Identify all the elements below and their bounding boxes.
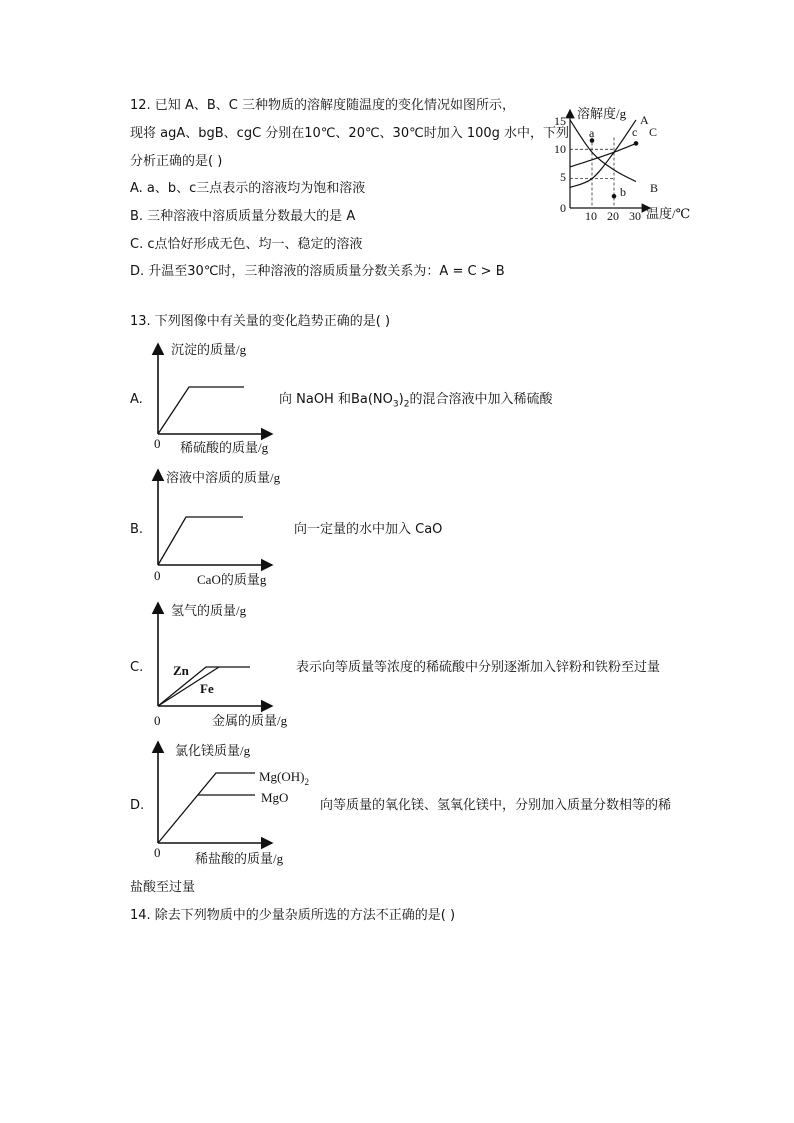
- sol-point-b-label: b: [620, 185, 626, 199]
- sol-ytick-5: 5: [560, 170, 566, 184]
- q13-c-desc: 表示向等质量等浓度的稀硫酸中分别逐渐加入锌粉和铁粉至过量: [296, 660, 661, 675]
- q13-a-desc: 向 NaOH 和$Ba(NO_3)_2$的混合溶液中加入稀硫酸: [279, 392, 553, 410]
- q12-stem-line2: 现将 agA、bgB、cgC 分别在10℃、20℃、30℃时加入 100g 水中，下列: [130, 126, 570, 141]
- graph-c-zn-label: Zn: [173, 663, 189, 678]
- graph-a-ylabel: 沉淀的质量/g: [171, 342, 247, 357]
- sol-ytick-10: 10: [554, 142, 566, 156]
- q12-stem-line3: 分析正确的是( ): [130, 154, 223, 169]
- q13-b-desc: 向一定量的水中加入 CaO: [294, 522, 443, 537]
- graph-a-xlabel: 稀硫酸的质量/g: [180, 440, 269, 455]
- graph-b-xlabel: CaO的质量g: [197, 572, 267, 587]
- q13-d-desc: 向等质量的氧化镁、氢氧化镁中，分别加入质量分数相等的稀: [320, 798, 672, 813]
- graph-d-mgo-label: MgO: [261, 790, 289, 805]
- sol-xtick-30: 30: [629, 209, 641, 223]
- q12-option-d: D. 升温至30℃时，三种溶液的溶质质量分数关系为：A = C > B: [130, 264, 505, 279]
- graph-a-origin: 0: [154, 436, 161, 451]
- q13-a-letter: A.: [130, 392, 143, 407]
- graph-b-origin: 0: [154, 568, 161, 583]
- graph-c-ylabel: 氢气的质量/g: [171, 603, 247, 618]
- sol-xtick-10: 10: [585, 209, 597, 223]
- sol-origin: 0: [560, 201, 566, 215]
- sol-xlabel: 温度/℃: [646, 206, 691, 221]
- q13-stem: 13. 下列图像中有关量的变化趋势正确的是( ): [130, 314, 391, 329]
- graph-c-fe-label: Fe: [200, 681, 214, 696]
- sol-ylabel: 溶解度/g: [577, 106, 627, 121]
- graph-d-xlabel: 稀盐酸的质量/g: [195, 851, 284, 866]
- graph-d-ylabel: 氯化镁质量/g: [175, 743, 251, 758]
- q12-option-b: B. 三种溶液中溶质质量分数最大的是 A: [130, 209, 356, 224]
- sol-curve-a-label: A: [640, 113, 649, 127]
- q13-d-letter: D.: [130, 798, 145, 813]
- graph-c-xlabel: 金属的质量/g: [212, 713, 288, 728]
- q14-stem: 14. 除去下列物质中的少量杂质所选的方法不正确的是( ): [130, 908, 456, 923]
- sol-ytick-15: 15: [554, 114, 566, 128]
- q12-option-c: C. c点恰好形成无色、均一、稳定的溶液: [130, 237, 363, 252]
- sol-curve-c-label: C: [649, 125, 658, 139]
- q12-option-a: A. a、b、c三点表示的溶液均为饱和溶液: [130, 181, 366, 196]
- q13-c-letter: C.: [130, 660, 144, 675]
- sol-xtick-20: 20: [607, 209, 619, 223]
- graph-d-origin: 0: [154, 845, 161, 860]
- sol-point-c-label: c: [632, 125, 638, 139]
- graph-d-mgoh2-label: $Mg(OH)_2$: [259, 769, 309, 787]
- graph-b-ylabel: 溶液中溶质的质量/g: [166, 470, 281, 485]
- q13-d-desc-cont: 盐酸至过量: [130, 880, 196, 895]
- sol-point-a-label: a: [589, 126, 595, 140]
- graph-c-origin: 0: [154, 713, 161, 728]
- q12-stem-line1: 12. 已知 A、B、C 三种物质的溶解度随温度的变化情况如图所示，: [130, 98, 515, 113]
- sol-curve-b-label: B: [650, 181, 659, 195]
- graph-d-line-mgoh2: [158, 773, 255, 843]
- q13-b-letter: B.: [130, 522, 144, 537]
